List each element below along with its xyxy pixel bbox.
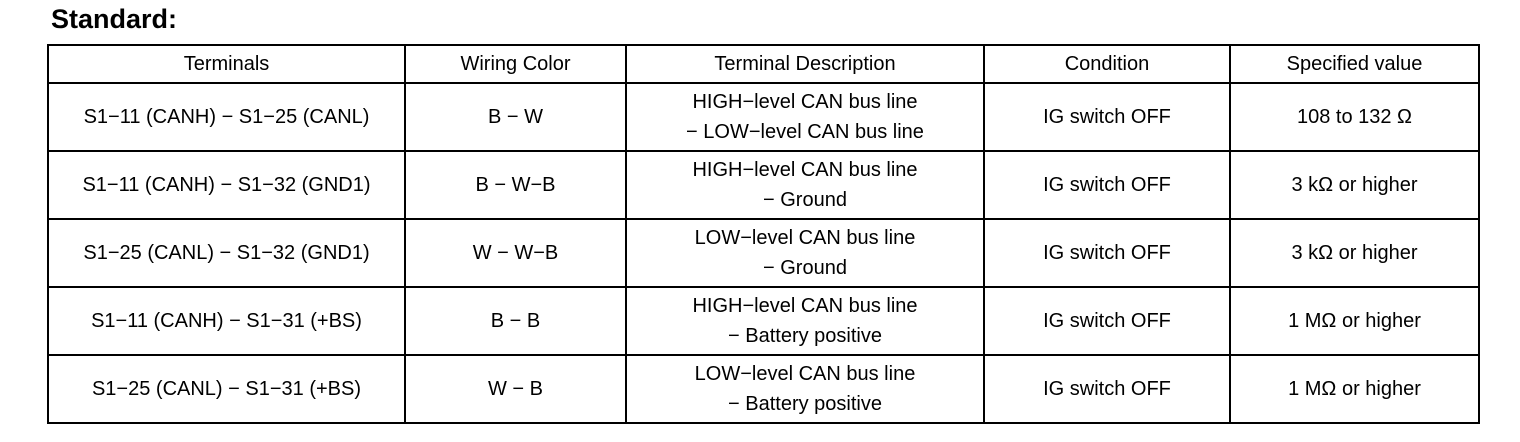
header-specified-value: Specified value [1230,45,1479,83]
cell-wiring-color: W − W−B [405,219,626,287]
cell-terminal-description [626,219,984,287]
description-line-1: HIGH−level CAN bus line [692,295,918,317]
header-terminals: Terminals [48,45,405,83]
cell-terminal-description [626,355,984,423]
table-header-row [48,45,1479,83]
cell-terminals: S1−11 (CANH) − S1−31 (+BS) [48,287,405,355]
table-row [48,219,1479,287]
cell-terminal-description [626,83,984,151]
description-line-2: − Battery positive [728,393,882,415]
table-row [48,83,1479,151]
standard-spec-table [47,44,1480,424]
description-line-1: HIGH−level CAN bus line [692,91,918,113]
cell-condition: IG switch OFF [984,83,1230,151]
cell-wiring-color: W − B [405,355,626,423]
cell-terminals: S1−11 (CANH) − S1−25 (CANL) [48,83,405,151]
cell-specified-value: 1 MΩ or higher [1230,355,1479,423]
cell-wiring-color: B − W−B [405,151,626,219]
cell-terminals: S1−25 (CANL) − S1−31 (+BS) [48,355,405,423]
cell-terminal-description [626,287,984,355]
page-title: Standard: [51,4,178,34]
description-line-1: HIGH−level CAN bus line [692,159,918,181]
cell-specified-value: 1 MΩ or higher [1230,287,1479,355]
header-wiring-color: Wiring Color [405,45,626,83]
header-condition: Condition [984,45,1230,83]
table-row [48,287,1479,355]
cell-condition: IG switch OFF [984,287,1230,355]
cell-condition: IG switch OFF [984,355,1230,423]
cell-terminals: S1−25 (CANL) − S1−32 (GND1) [48,219,405,287]
description-line-2: − Battery positive [728,325,882,347]
table-row [48,355,1479,423]
cell-specified-value: 3 kΩ or higher [1230,219,1479,287]
cell-condition: IG switch OFF [984,151,1230,219]
description-line-1: LOW−level CAN bus line [694,227,916,249]
cell-condition: IG switch OFF [984,219,1230,287]
cell-terminals: S1−11 (CANH) − S1−32 (GND1) [48,151,405,219]
description-line-1: LOW−level CAN bus line [694,363,916,385]
cell-specified-value: 108 to 132 Ω [1230,83,1479,151]
table-row [48,151,1479,219]
description-line-2: − Ground [763,189,847,211]
description-line-2: − Ground [763,257,847,279]
header-terminal-description: Terminal Description [626,45,984,83]
cell-specified-value: 3 kΩ or higher [1230,151,1479,219]
cell-wiring-color: B − W [405,83,626,151]
description-line-2: − LOW−level CAN bus line [686,121,924,143]
cell-terminal-description [626,151,984,219]
cell-wiring-color: B − B [405,287,626,355]
